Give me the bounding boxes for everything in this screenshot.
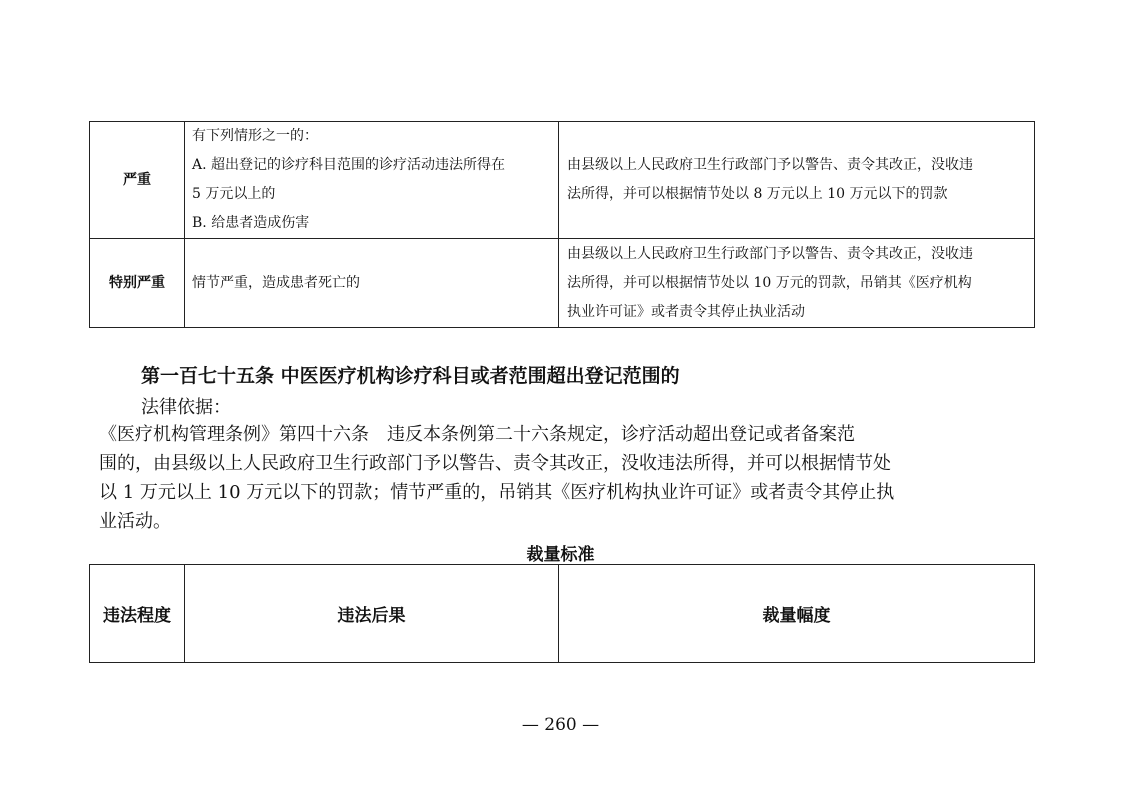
law-text-line: 围的，由县级以上人民政府卫生行政部门予以警告、责令其改正，没收违法所得，并可以根据情节处 bbox=[99, 453, 891, 474]
standard-title: 裁量标准 bbox=[526, 545, 595, 565]
penalty-table-top bbox=[89, 121, 1035, 328]
table-row bbox=[90, 122, 1035, 239]
header-violation-consequence: 违法后果 bbox=[185, 565, 559, 663]
legal-basis-label: 法律依据： bbox=[141, 397, 231, 418]
condition-line: A. 超出登记的诊疗科目范围的诊疗活动违法所得在 bbox=[192, 157, 506, 173]
condition-line: B. 给患者造成伤害 bbox=[192, 215, 310, 231]
law-text bbox=[99, 420, 1034, 536]
table-header-row bbox=[90, 565, 1035, 663]
standard-table bbox=[89, 564, 1035, 663]
violation-level-very-serious: 特别严重 bbox=[90, 239, 185, 328]
condition-line: 5 万元以上的 bbox=[192, 186, 276, 202]
violation-conditions bbox=[185, 239, 559, 328]
law-text-line: 以 1 万元以上 10 万元以下的罚款；情节严重的，吊销其《医疗机构执业许可证》或者责令其停止执 bbox=[99, 482, 895, 503]
law-text-line: 业活动。 bbox=[99, 511, 171, 532]
header-penalty-range: 裁量幅度 bbox=[559, 565, 1035, 663]
violation-conditions bbox=[185, 122, 559, 239]
condition-line: 情节严重，造成患者死亡的 bbox=[192, 274, 360, 291]
penalty-line: 执业许可证》或者责令其停止执业活动 bbox=[567, 303, 805, 320]
page-number: — 260 — bbox=[521, 715, 600, 735]
violation-level-serious: 严重 bbox=[90, 122, 185, 239]
penalty-line: 法所得，并可以根据情节处以 8 万元以上 10 万元以下的罚款 bbox=[567, 186, 948, 202]
article-title: 第一百七十五条 中医医疗机构诊疗科目或者范围超出登记范围的 bbox=[141, 365, 680, 387]
condition-line: 有下列情形之一的： bbox=[192, 128, 318, 144]
penalty-range bbox=[559, 239, 1035, 328]
header-violation-level: 违法程度 bbox=[90, 565, 185, 663]
penalty-range bbox=[559, 122, 1035, 239]
penalty-line: 法所得，并可以根据情节处以 10 万元的罚款，吊销其《医疗机构 bbox=[567, 274, 972, 291]
penalty-line: 由县级以上人民政府卫生行政部门予以警告、责令其改正，没收违 bbox=[567, 245, 973, 262]
law-text-line: 《医疗机构管理条例》第四十六条 违反本条例第二十六条规定，诊疗活动超出登记或者备案范 bbox=[99, 424, 855, 445]
penalty-line: 由县级以上人民政府卫生行政部门予以警告、责令其改正，没收违 bbox=[567, 157, 973, 173]
table-row bbox=[90, 239, 1035, 328]
